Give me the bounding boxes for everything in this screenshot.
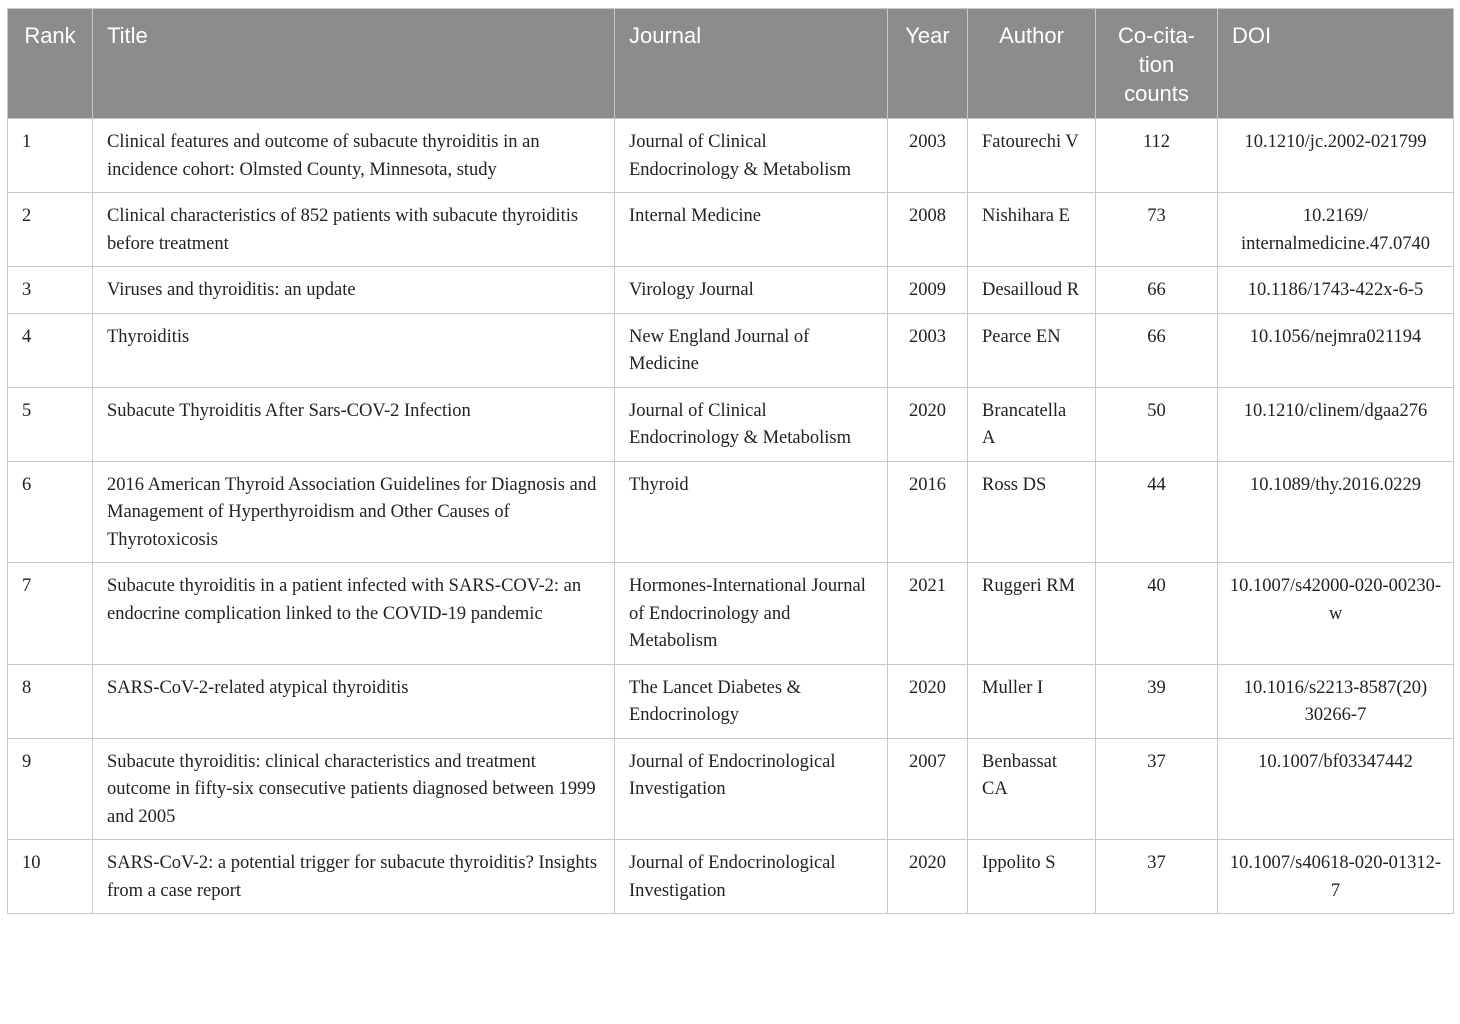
doi-cell: 10.1007/bf03347442 [1218, 738, 1454, 840]
doi-cell: 10.1056/nejmra021194 [1218, 313, 1454, 387]
co-citation-count-cell: 66 [1096, 267, 1218, 314]
journal-cell: Journal of Endocrinological Investigation [615, 840, 888, 914]
doi-cell: 10.1007/s42000-020-00230-w [1218, 563, 1454, 665]
title-cell: SARS-CoV-2: a potential trigger for subacute thyroiditis? Insights from a case report [93, 840, 615, 914]
header-journal: Journal [615, 9, 888, 119]
table-row [8, 461, 1454, 563]
journal-cell: Journal of Endocrinological Investigation [615, 738, 888, 840]
author-cell: Ippolito S [968, 840, 1096, 914]
title-cell: 2016 American Thyroid Association Guidelines for Diagnosis and Management of Hyperthyroidism and Other Causes of Thyrotoxicosis [93, 461, 615, 563]
journal-cell: Virology Journal [615, 267, 888, 314]
co-citation-count-cell: 37 [1096, 738, 1218, 840]
year-cell: 2007 [888, 738, 968, 840]
co-citation-count-cell: 73 [1096, 193, 1218, 267]
title-cell: Subacute thyroiditis in a patient infected with SARS-COV-2: an endocrine complication linked to the COVID-19 pandemic [93, 563, 615, 665]
doi-cell: 10.1089/thy.2016.0229 [1218, 461, 1454, 563]
year-cell: 2016 [888, 461, 968, 563]
rank-cell: 5 [8, 387, 93, 461]
table-row [8, 267, 1454, 314]
author-cell: Muller I [968, 664, 1096, 738]
table-row [8, 563, 1454, 665]
header-year: Year [888, 9, 968, 119]
title-cell: SARS-CoV-2-related atypical thyroiditis [93, 664, 615, 738]
table-row [8, 387, 1454, 461]
year-cell: 2020 [888, 664, 968, 738]
year-cell: 2020 [888, 387, 968, 461]
table-row [8, 119, 1454, 193]
author-cell: Ross DS [968, 461, 1096, 563]
doi-cell: 10.1186/1743-422x-6-5 [1218, 267, 1454, 314]
header-doi: DOI [1218, 9, 1454, 119]
year-cell: 2021 [888, 563, 968, 665]
co-citation-count-cell: 112 [1096, 119, 1218, 193]
co-citation-count-cell: 37 [1096, 840, 1218, 914]
doi-cell: 10.2169/ internalmedicine.47.0740 [1218, 193, 1454, 267]
journal-cell: Internal Medicine [615, 193, 888, 267]
table-header [8, 9, 1454, 119]
rank-cell: 2 [8, 193, 93, 267]
journal-cell: The Lancet Diabetes & Endocrinology [615, 664, 888, 738]
co-citation-count-cell: 39 [1096, 664, 1218, 738]
rank-cell: 8 [8, 664, 93, 738]
header-author: Author [968, 9, 1096, 119]
table-body [8, 119, 1454, 914]
rank-cell: 9 [8, 738, 93, 840]
author-cell: Desailloud R [968, 267, 1096, 314]
header-rank: Rank [8, 9, 93, 119]
year-cell: 2020 [888, 840, 968, 914]
rank-cell: 7 [8, 563, 93, 665]
table-row [8, 840, 1454, 914]
author-cell: Nishihara E [968, 193, 1096, 267]
author-cell: Pearce EN [968, 313, 1096, 387]
author-cell: Benbassat CA [968, 738, 1096, 840]
journal-cell: Thyroid [615, 461, 888, 563]
table-row [8, 193, 1454, 267]
journal-cell: Journal of Clinical Endocrinology & Metabolism [615, 119, 888, 193]
year-cell: 2003 [888, 313, 968, 387]
title-cell: Clinical characteristics of 852 patients with subacute thyroiditis before treatment [93, 193, 615, 267]
co-citation-count-cell: 66 [1096, 313, 1218, 387]
author-cell: Brancatella A [968, 387, 1096, 461]
co-citation-count-cell: 40 [1096, 563, 1218, 665]
rank-cell: 1 [8, 119, 93, 193]
doi-cell: 10.1016/s2213-8587(20) 30266-7 [1218, 664, 1454, 738]
year-cell: 2009 [888, 267, 968, 314]
author-cell: Fatourechi V [968, 119, 1096, 193]
title-cell: Subacute Thyroiditis After Sars-COV-2 Infection [93, 387, 615, 461]
doi-cell: 10.1210/jc.2002-021799 [1218, 119, 1454, 193]
author-cell: Ruggeri RM [968, 563, 1096, 665]
journal-cell: Hormones-International Journal of Endocrinology and Metabolism [615, 563, 888, 665]
header-row [8, 9, 1454, 119]
table-row [8, 313, 1454, 387]
header-title: Title [93, 9, 615, 119]
rank-cell: 3 [8, 267, 93, 314]
title-cell: Subacute thyroiditis: clinical characteristics and treatment outcome in fifty-six consecutive patients diagnosed between 1999 and 2005 [93, 738, 615, 840]
year-cell: 2008 [888, 193, 968, 267]
doi-cell: 10.1210/clinem/dgaa276 [1218, 387, 1454, 461]
header-co-citation-counts: Co-cita-tion counts [1096, 9, 1218, 119]
co-citation-count-cell: 44 [1096, 461, 1218, 563]
co-citation-table [7, 8, 1454, 914]
title-cell: Viruses and thyroiditis: an update [93, 267, 615, 314]
rank-cell: 6 [8, 461, 93, 563]
table-row [8, 738, 1454, 840]
title-cell: Thyroiditis [93, 313, 615, 387]
title-cell: Clinical features and outcome of subacute thyroiditis in an incidence cohort: Olmsted County, Minnesota, study [93, 119, 615, 193]
journal-cell: New England Journal of Medicine [615, 313, 888, 387]
journal-cell: Journal of Clinical Endocrinology & Metabolism [615, 387, 888, 461]
rank-cell: 10 [8, 840, 93, 914]
doi-cell: 10.1007/s40618-020-01312-7 [1218, 840, 1454, 914]
year-cell: 2003 [888, 119, 968, 193]
rank-cell: 4 [8, 313, 93, 387]
table-row [8, 664, 1454, 738]
co-citation-count-cell: 50 [1096, 387, 1218, 461]
